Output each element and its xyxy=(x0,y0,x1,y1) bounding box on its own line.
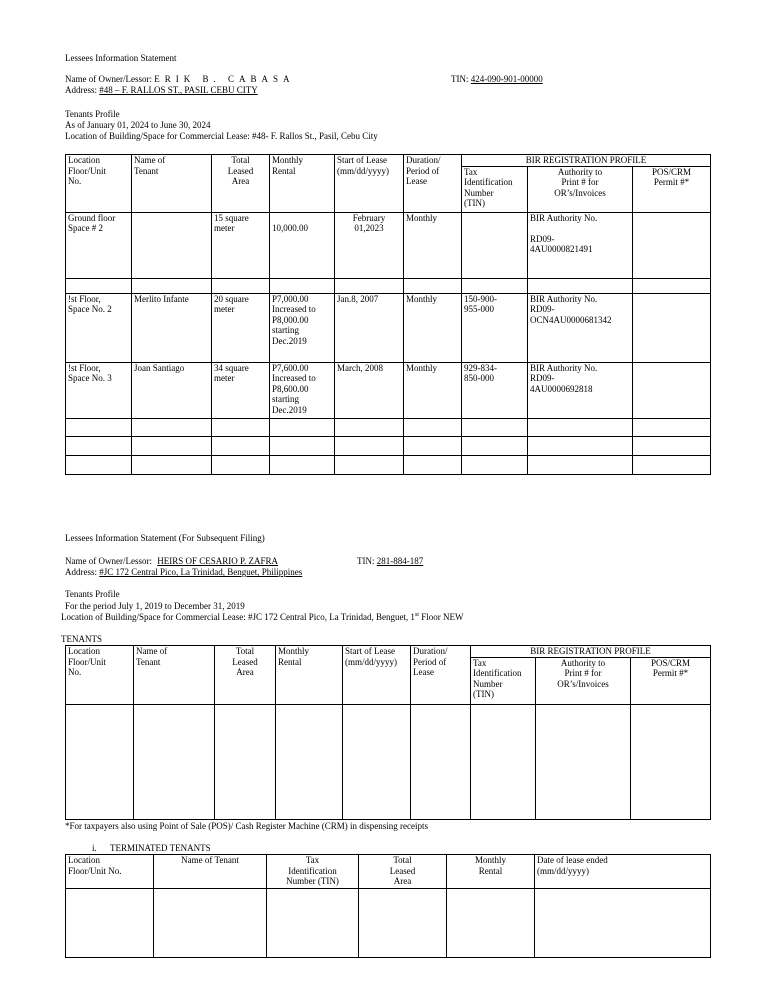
owner-line xyxy=(65,556,278,567)
cell-empty xyxy=(633,418,711,436)
cell-empty xyxy=(154,889,267,958)
owner-line xyxy=(65,74,295,85)
cell-empty xyxy=(132,418,212,436)
tin-value: 424-090-901-00000 xyxy=(470,74,543,84)
cell-empty xyxy=(134,704,215,819)
footnote: *For taxpayers also using Point of Sale (POS)/ Cash Register Machine (CRM) in dispensing receipts xyxy=(65,821,428,831)
header-start: Start of Lease (mm/dd/yyyy) xyxy=(343,646,411,705)
terminated-heading: TERMINATED TENANTS xyxy=(110,843,211,853)
cell-authority: BIR Authority No. RD09- 4AU0000692818 xyxy=(528,362,633,418)
cell-tenant: Merlito Infante xyxy=(132,293,212,362)
cell-empty xyxy=(411,704,471,819)
tenants-profile-heading: Tenants Profile xyxy=(65,589,120,599)
cell-tin xyxy=(462,212,528,278)
cell-area: 20 square meter xyxy=(212,293,270,362)
header-location: Location Floor/Unit No. xyxy=(66,855,154,889)
building-location: Location of Building/Space for Commercial Lease: #48- F. Rallos St., Pasil, Cebu City xyxy=(65,131,378,141)
period: For the period July 1, 2019 to December 31, 2019 xyxy=(65,601,245,611)
cell-location: Ground floor Space # 2 xyxy=(66,212,132,278)
cell-empty xyxy=(528,436,633,455)
cell-rental: 10,000.00 xyxy=(270,212,335,278)
header-bir-profile: BIR REGISTRATION PROFILE xyxy=(462,155,711,167)
cell-empty xyxy=(447,889,535,958)
header-tenant: Name of Tenant xyxy=(132,155,212,213)
cell-rental: P7,000.00 Increased to P8,000.00 starting Dec.2019 xyxy=(270,293,335,362)
header-area: Total Leased Area xyxy=(359,855,447,889)
cell-tenant: Joan Santiago xyxy=(132,362,212,418)
tenants-table-subsequent xyxy=(65,645,711,820)
cell-empty xyxy=(132,455,212,474)
cell-empty xyxy=(462,436,528,455)
statement-title: Lessees Information Statement xyxy=(65,53,177,63)
header-authority: Authority to Print # for OR’s/Invoices xyxy=(536,657,631,704)
cell-empty xyxy=(633,278,711,293)
cell-empty xyxy=(66,278,132,293)
cell-empty xyxy=(212,436,270,455)
address-label: Address: xyxy=(65,85,97,95)
cell-empty xyxy=(535,889,711,958)
owner-name: ERIK B. CABASA xyxy=(154,74,295,84)
tenants-table xyxy=(65,154,711,475)
cell-empty xyxy=(212,418,270,436)
cell-empty xyxy=(359,889,447,958)
building-location-text: Location of Building/Space for Commercial Lease: #JC 172 Central Pico, La Trinidad, Benguet, 1 xyxy=(61,612,415,622)
cell-location: !st Floor, Space No. 3 xyxy=(66,362,132,418)
cell-empty xyxy=(462,278,528,293)
cell-start: March, 2008 xyxy=(335,362,404,418)
header-rental: Monthly Rental xyxy=(447,855,535,889)
cell-empty xyxy=(132,278,212,293)
cell-empty xyxy=(404,278,462,293)
cell-duration: Monthly xyxy=(404,212,462,278)
cell-duration: Monthly xyxy=(404,293,462,362)
cell-empty xyxy=(270,436,335,455)
header-location: Location Floor/Unit No. xyxy=(66,646,134,705)
table-row xyxy=(66,455,711,474)
tin-label: TIN: xyxy=(357,556,375,566)
cell-empty xyxy=(66,455,132,474)
table-header-row xyxy=(66,646,711,658)
header-tin: Tax Identification Number (TIN) xyxy=(471,657,536,704)
cell-empty xyxy=(404,436,462,455)
cell-empty xyxy=(267,889,359,958)
cell-empty xyxy=(66,418,132,436)
owner-label: Name of Owner/Lessor: xyxy=(65,74,152,84)
cell-tin: 150-900- 955-000 xyxy=(462,293,528,362)
terminated-tenants-table xyxy=(65,854,711,958)
header-area: Total Leased Area xyxy=(212,155,270,213)
cell-empty xyxy=(335,436,404,455)
header-start: Start of Lease (mm/dd/yyyy) xyxy=(335,155,404,213)
owner-label: Name of Owner/Lessor: xyxy=(65,556,152,566)
cell-empty xyxy=(528,278,633,293)
cell-pos xyxy=(633,293,711,362)
cell-empty xyxy=(212,455,270,474)
address-value: #JC 172 Central Pico, La Trinidad, Benguet, Philippines xyxy=(99,567,303,577)
cell-tin: 929-834- 850-000 xyxy=(462,362,528,418)
table-row xyxy=(66,418,711,436)
table-row xyxy=(66,212,711,278)
cell-empty xyxy=(462,455,528,474)
building-location-sup: st xyxy=(414,612,419,618)
cell-authority: BIR Authority No. RD09- OCN4AU0000681342 xyxy=(528,293,633,362)
building-location-end: Floor NEW xyxy=(418,612,464,622)
cell-empty xyxy=(633,436,711,455)
header-bir-profile: BIR REGISTRATION PROFILE xyxy=(471,646,711,658)
table-row xyxy=(66,293,711,362)
cell-empty xyxy=(462,418,528,436)
cell-empty xyxy=(536,704,631,819)
terminated-num: i. xyxy=(92,843,97,853)
cell-empty xyxy=(335,418,404,436)
table-row xyxy=(66,889,711,958)
cell-empty xyxy=(132,436,212,455)
cell-empty xyxy=(270,418,335,436)
as-of-period: As of January 01, 2024 to June 30, 2024 xyxy=(65,120,211,130)
cell-tenant xyxy=(132,212,212,278)
cell-authority: BIR Authority No. RD09- 4AU0000821491 xyxy=(528,212,633,278)
cell-empty xyxy=(270,278,335,293)
statement-title-subsequent: Lessees Information Statement (For Subsequent Filing) xyxy=(65,533,265,543)
header-pos: POS/CRM Permit #* xyxy=(633,166,711,212)
cell-area: 34 square meter xyxy=(212,362,270,418)
cell-empty xyxy=(335,278,404,293)
tin-value: 281-884-187 xyxy=(376,556,424,566)
table-row xyxy=(66,362,711,418)
building-location xyxy=(61,612,463,623)
cell-area: 15 square meter xyxy=(212,212,270,278)
cell-empty xyxy=(471,704,536,819)
header-tenant: Name of Tenant xyxy=(134,646,215,705)
header-rental: Monthly Rental xyxy=(270,155,335,213)
tin-line xyxy=(451,74,543,85)
header-duration: Duration/ Period of Lease xyxy=(404,155,462,213)
header-location: Location Floor/Unit No. xyxy=(66,155,132,213)
cell-duration: Monthly xyxy=(404,362,462,418)
cell-start: Jan.8, 2007 xyxy=(335,293,404,362)
cell-empty xyxy=(404,418,462,436)
cell-empty xyxy=(528,455,633,474)
cell-rental: P7,600.00 Increased to P8,600.00 starting Dec.2019 xyxy=(270,362,335,418)
header-area: Total Leased Area xyxy=(215,646,276,705)
table-row xyxy=(66,436,711,455)
owner-name: HEIRS OF CESARIO P. ZAFRA xyxy=(157,556,279,566)
tin-label: TIN: xyxy=(451,74,469,84)
cell-empty xyxy=(343,704,411,819)
address-label: Address: xyxy=(65,567,97,577)
cell-empty xyxy=(404,455,462,474)
tenants-label: TENANTS xyxy=(61,634,102,644)
address-line xyxy=(65,567,302,578)
header-rental: Monthly Rental xyxy=(276,646,343,705)
cell-empty xyxy=(212,278,270,293)
table-row xyxy=(66,704,711,819)
header-tin: Tax Identification Number (TIN) xyxy=(267,855,359,889)
cell-empty xyxy=(215,704,276,819)
tenants-profile-heading: Tenants Profile xyxy=(65,109,120,119)
header-duration: Duration/ Period of Lease xyxy=(411,646,471,705)
table-header-row xyxy=(66,855,711,889)
cell-empty xyxy=(631,704,711,819)
cell-empty xyxy=(528,418,633,436)
table-row xyxy=(66,278,711,293)
cell-empty xyxy=(270,455,335,474)
cell-empty xyxy=(633,455,711,474)
cell-empty xyxy=(276,704,343,819)
table-header-row xyxy=(66,155,711,167)
header-tin: Tax Identification Number (TIN) xyxy=(462,166,528,212)
cell-empty xyxy=(66,704,134,819)
cell-empty xyxy=(66,436,132,455)
cell-empty xyxy=(66,889,154,958)
cell-pos xyxy=(633,362,711,418)
cell-empty xyxy=(335,455,404,474)
header-pos: POS/CRM Permit #* xyxy=(631,657,711,704)
address-value: #48 – F. RALLOS ST., PASIL CEBU CITY xyxy=(99,85,258,95)
tin-line xyxy=(357,556,423,567)
cell-pos xyxy=(633,212,711,278)
cell-location: !st Floor, Space No. 2 xyxy=(66,293,132,362)
address-line xyxy=(65,85,258,96)
header-tenant: Name of Tenant xyxy=(154,855,267,889)
cell-start: February 01,2023 xyxy=(335,212,404,278)
header-date-ended: Date of lease ended (mm/dd/yyyy) xyxy=(535,855,711,889)
header-authority: Authority to Print # for OR’s/Invoices xyxy=(528,166,633,212)
